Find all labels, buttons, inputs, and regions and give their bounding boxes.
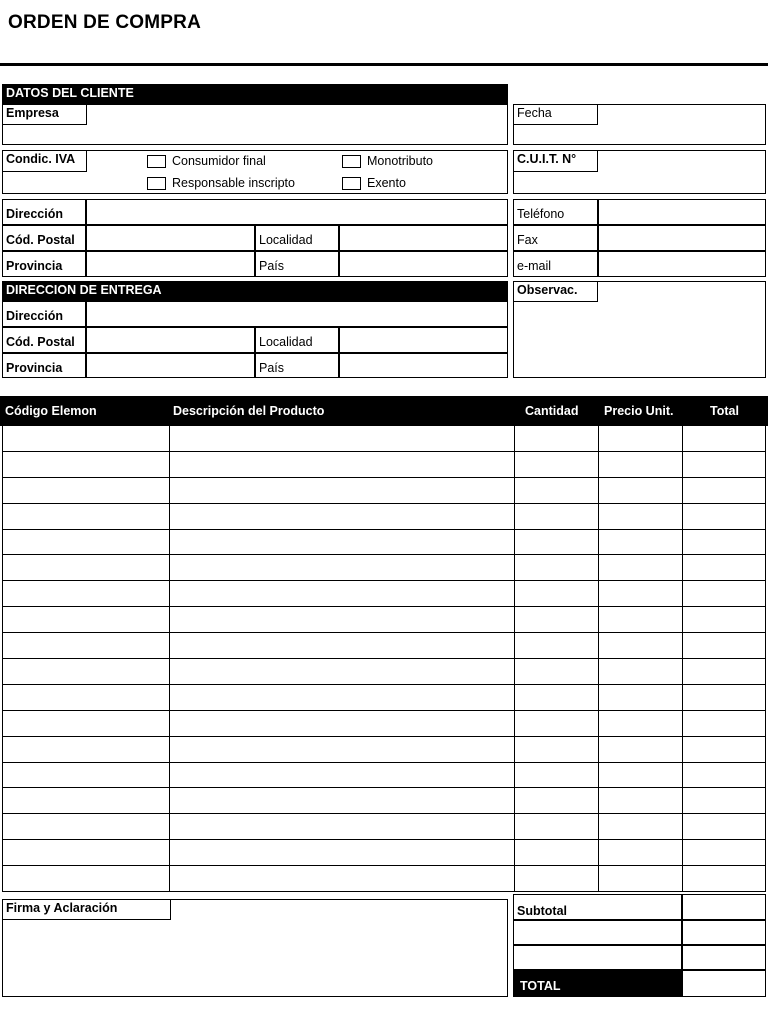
products-table-body: [2, 426, 766, 892]
title-rule: [0, 63, 768, 66]
fax-input[interactable]: [599, 226, 764, 249]
delivery-pais-input[interactable]: [340, 354, 506, 377]
table-cell[interactable]: [170, 659, 515, 684]
table-cell[interactable]: [515, 426, 599, 451]
table-cell[interactable]: [3, 840, 170, 865]
cod-postal-input[interactable]: [87, 226, 253, 249]
table-cell[interactable]: [683, 504, 767, 529]
table-cell[interactable]: [170, 814, 515, 839]
exento-label: Exento: [367, 176, 406, 190]
localidad-input[interactable]: [340, 226, 506, 249]
delivery-section-header: DIRECCION DE ENTREGA: [2, 281, 508, 301]
table-cell[interactable]: [599, 504, 683, 529]
table-cell[interactable]: [515, 633, 599, 658]
consumidor-final-checkbox[interactable]: [147, 155, 166, 168]
table-cell[interactable]: [515, 737, 599, 762]
table-row: [3, 840, 765, 866]
delivery-pais-label: País: [259, 361, 285, 375]
observaciones-label: Observac.: [514, 282, 598, 302]
direccion-label: Dirección: [6, 207, 63, 221]
table-cell[interactable]: [3, 737, 170, 762]
table-cell[interactable]: [3, 478, 170, 503]
table-cell[interactable]: [170, 555, 515, 580]
table-cell[interactable]: [683, 530, 767, 555]
responsable-inscripto-label: Responsable inscripto: [172, 176, 295, 190]
col-header-codigo: Código Elemon: [5, 404, 97, 418]
table-cell[interactable]: [170, 788, 515, 813]
table-cell[interactable]: [3, 763, 170, 788]
table-cell[interactable]: [170, 685, 515, 710]
table-cell[interactable]: [3, 607, 170, 632]
table-cell[interactable]: [515, 814, 599, 839]
table-row: [3, 814, 765, 840]
table-cell[interactable]: [515, 788, 599, 813]
table-cell[interactable]: [683, 426, 767, 451]
table-cell[interactable]: [683, 737, 767, 762]
table-cell[interactable]: [683, 607, 767, 632]
table-cell[interactable]: [683, 581, 767, 606]
table-cell[interactable]: [515, 866, 599, 892]
table-cell[interactable]: [170, 452, 515, 477]
table-cell[interactable]: [3, 659, 170, 684]
table-row: [3, 659, 765, 685]
table-cell[interactable]: [599, 581, 683, 606]
cod-postal-label: Cód. Postal: [6, 233, 75, 247]
table-row: [3, 788, 765, 814]
table-cell[interactable]: [170, 763, 515, 788]
table-cell[interactable]: [515, 504, 599, 529]
table-row: [3, 555, 765, 581]
table-cell[interactable]: [170, 633, 515, 658]
delivery-localidad-input[interactable]: [340, 328, 506, 351]
email-input[interactable]: [599, 252, 764, 275]
extra-line-2-input[interactable]: [683, 946, 764, 968]
table-cell[interactable]: [170, 607, 515, 632]
table-cell[interactable]: [3, 633, 170, 658]
table-cell[interactable]: [683, 840, 767, 865]
delivery-localidad-label: Localidad: [259, 335, 313, 349]
table-cell[interactable]: [3, 555, 170, 580]
table-cell[interactable]: [599, 788, 683, 813]
fecha-label: Fecha: [514, 105, 598, 125]
table-cell[interactable]: [599, 814, 683, 839]
provincia-label: Provincia: [6, 259, 63, 273]
col-header-cantidad: Cantidad: [525, 404, 579, 418]
table-cell[interactable]: [170, 711, 515, 736]
table-cell[interactable]: [599, 452, 683, 477]
pais-input[interactable]: [340, 252, 506, 275]
delivery-provincia-input[interactable]: [87, 354, 253, 377]
table-cell[interactable]: [3, 504, 170, 529]
table-cell[interactable]: [170, 504, 515, 529]
table-row: [3, 478, 765, 504]
total-label: TOTAL: [520, 979, 561, 993]
table-cell[interactable]: [599, 426, 683, 451]
table-row: [3, 426, 765, 452]
delivery-direccion-label: Dirección: [6, 309, 63, 323]
table-cell[interactable]: [599, 607, 683, 632]
exento-checkbox[interactable]: [342, 177, 361, 190]
table-row: [3, 866, 765, 892]
table-cell[interactable]: [599, 633, 683, 658]
telefono-label: Teléfono: [517, 207, 565, 221]
table-cell[interactable]: [683, 763, 767, 788]
table-cell[interactable]: [683, 452, 767, 477]
table-cell[interactable]: [3, 814, 170, 839]
document-title: ORDEN DE COMPRA: [8, 12, 202, 33]
total-input[interactable]: [683, 971, 764, 995]
table-cell[interactable]: [599, 866, 683, 892]
extra-line-1-input[interactable]: [683, 921, 764, 943]
table-row: [3, 763, 765, 789]
table-cell[interactable]: [515, 555, 599, 580]
table-cell[interactable]: [515, 659, 599, 684]
table-cell[interactable]: [683, 814, 767, 839]
table-cell[interactable]: [515, 452, 599, 477]
table-cell[interactable]: [515, 530, 599, 555]
table-cell[interactable]: [683, 659, 767, 684]
table-cell[interactable]: [599, 659, 683, 684]
table-cell[interactable]: [3, 426, 170, 451]
table-cell[interactable]: [3, 711, 170, 736]
direccion-input[interactable]: [87, 201, 506, 223]
condic-iva-label: Condic. IVA: [3, 151, 87, 172]
table-cell[interactable]: [599, 530, 683, 555]
table-cell[interactable]: [170, 478, 515, 503]
table-cell[interactable]: [683, 633, 767, 658]
delivery-cod-postal-input[interactable]: [87, 328, 253, 351]
table-cell[interactable]: [515, 478, 599, 503]
table-cell[interactable]: [599, 478, 683, 503]
fax-label: Fax: [517, 233, 538, 247]
table-cell[interactable]: [170, 737, 515, 762]
table-cell[interactable]: [683, 866, 767, 892]
extra-line-2-label-input[interactable]: [515, 946, 680, 968]
table-cell[interactable]: [683, 711, 767, 736]
email-label: e-mail: [517, 259, 552, 273]
table-row: [3, 737, 765, 763]
table-cell[interactable]: [515, 581, 599, 606]
table-cell[interactable]: [515, 685, 599, 710]
table-cell[interactable]: [515, 711, 599, 736]
consumidor-final-label: Consumidor final: [172, 154, 266, 168]
table-row: [3, 633, 765, 659]
col-header-total: Total: [710, 404, 739, 418]
table-row: [3, 607, 765, 633]
localidad-label: Localidad: [259, 233, 313, 247]
table-cell[interactable]: [599, 711, 683, 736]
col-header-precio-unit: Precio Unit.: [604, 404, 674, 418]
monotributo-checkbox[interactable]: [342, 155, 361, 168]
col-header-descripcion: Descripción del Producto: [173, 404, 325, 418]
table-cell[interactable]: [599, 763, 683, 788]
monotributo-label: Monotributo: [367, 154, 434, 168]
table-cell[interactable]: [599, 685, 683, 710]
table-cell[interactable]: [3, 866, 170, 892]
client-section-header: DATOS DEL CLIENTE: [2, 84, 508, 104]
table-cell[interactable]: [683, 788, 767, 813]
table-cell[interactable]: [599, 555, 683, 580]
firma-label: Firma y Aclaración: [3, 900, 171, 920]
table-row: [3, 452, 765, 478]
responsable-inscripto-checkbox[interactable]: [147, 177, 166, 190]
table-cell[interactable]: [170, 426, 515, 451]
table-cell[interactable]: [683, 685, 767, 710]
table-cell[interactable]: [3, 452, 170, 477]
table-cell[interactable]: [599, 840, 683, 865]
pais-label: País: [259, 259, 285, 273]
table-cell[interactable]: [3, 685, 170, 710]
table-cell[interactable]: [515, 840, 599, 865]
delivery-direccion-input[interactable]: [87, 303, 506, 325]
table-cell[interactable]: [170, 840, 515, 865]
table-row: [3, 530, 765, 556]
table-cell[interactable]: [170, 866, 515, 892]
table-cell[interactable]: [683, 478, 767, 503]
table-cell[interactable]: [3, 581, 170, 606]
table-row: [3, 711, 765, 737]
table-row: [3, 685, 765, 711]
cuit-label: C.U.I.T. N°: [514, 151, 598, 172]
table-row: [3, 581, 765, 607]
delivery-provincia-label: Provincia: [6, 361, 63, 375]
subtotal-label: Subtotal: [517, 904, 567, 918]
delivery-cod-postal-label: Cód. Postal: [6, 335, 75, 349]
table-cell[interactable]: [3, 530, 170, 555]
table-cell[interactable]: [599, 737, 683, 762]
telefono-input[interactable]: [599, 201, 764, 223]
table-cell[interactable]: [515, 607, 599, 632]
table-cell[interactable]: [683, 555, 767, 580]
table-cell[interactable]: [170, 581, 515, 606]
table-row: [3, 504, 765, 530]
table-cell[interactable]: [3, 788, 170, 813]
subtotal-input[interactable]: [683, 896, 764, 918]
table-cell[interactable]: [515, 763, 599, 788]
empresa-label: Empresa: [3, 105, 87, 125]
extra-line-1-label-input[interactable]: [515, 921, 680, 943]
table-cell[interactable]: [170, 530, 515, 555]
provincia-input[interactable]: [87, 252, 253, 275]
